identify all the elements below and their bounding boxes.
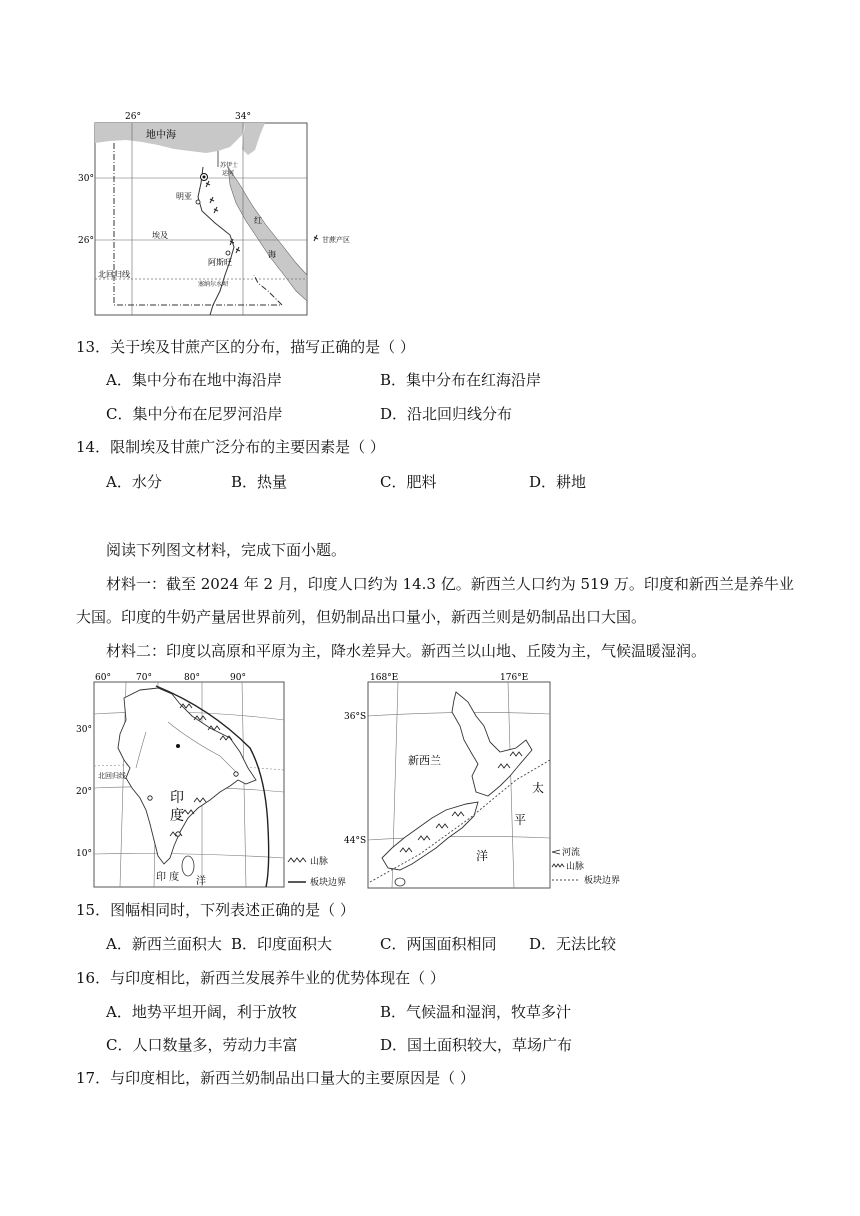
q15-option-a[interactable]: A．新西兰面积大 (106, 935, 222, 953)
country-label: 新西兰 (408, 754, 441, 767)
river-legend-icon (552, 850, 560, 854)
lon-label-168e: 168°E (370, 673, 399, 683)
new-zealand-map (340, 668, 640, 890)
ocean-label-2: 洋 (196, 876, 206, 887)
mountain-legend-icon (552, 864, 564, 867)
q16-stem: 16．与印度相比，新西兰发展养牛业的优势体现在（ ） (76, 969, 445, 987)
lat-label-44s: 44°S (344, 836, 367, 846)
lat-label-30: 30° (76, 725, 92, 735)
ocean-label-3: 洋 (476, 849, 489, 863)
dam-label: 塞纳尔水坝 (198, 281, 229, 288)
lon-label-70: 70° (136, 673, 152, 683)
q15-option-b[interactable]: B．印度面积大 (231, 935, 333, 953)
q16-option-b[interactable]: B．气候温和湿润，牧草多汁 (380, 1003, 572, 1021)
red-sea-label-2: 海 (268, 250, 276, 259)
legend-mountain: 山脉 (566, 862, 585, 872)
city-minya: 明亚 (176, 192, 192, 201)
lat-label-36s: 36°S (344, 712, 367, 722)
q16-option-c[interactable]: C．人口数量多，劳动力丰富 (106, 1036, 298, 1054)
material2: 材料二：印度以高原和平原为主，降水差异大。新西兰以山地、丘陵为主，气候温暖湿润。 (106, 642, 707, 660)
country-label: 埃及 (152, 231, 168, 240)
red-sea-label-1: 红 (254, 216, 262, 225)
egypt-map (70, 105, 370, 325)
lon-label-80: 80° (184, 673, 200, 683)
lat-label-10: 10° (76, 849, 92, 859)
q14-option-a[interactable]: A．水分 (106, 473, 162, 491)
q17-stem: 17．与印度相比，新西兰奶制品出口量大的主要原因是（ ） (76, 1069, 475, 1087)
ocean-label-1: 太 (532, 781, 545, 795)
material1-line2: 大国。印度的牛奶产量居世界前列，但奶制品出口量小，新西兰则是奶制品出口大国。 (76, 608, 647, 626)
tropic-label: 北回归线 (98, 270, 130, 279)
q13-option-d[interactable]: D．沿北回归线分布 (380, 405, 513, 423)
lat-label-20: 20° (76, 787, 92, 797)
q16-option-d[interactable]: D．国土面积较大，草场广布 (380, 1036, 573, 1054)
mountain-legend-icon (288, 858, 306, 862)
q13-option-c[interactable]: C．集中分布在尼罗河沿岸 (106, 405, 283, 423)
q15-stem: 15．图幅相同时，下列表述正确的是（ ） (76, 901, 355, 919)
lon-label-26: 26° (125, 112, 141, 122)
legend-sugarcane: 甘蔗产区 (322, 236, 350, 244)
q14-option-c[interactable]: C．肥料 (380, 473, 437, 491)
q14-stem: 14．限制埃及甘蔗广泛分布的主要因素是（ ） (76, 438, 385, 456)
india-map (70, 668, 347, 890)
sugarcane-legend-icon (314, 235, 318, 241)
legend-river: 河流 (562, 848, 581, 858)
canal-label-2: 运河 (222, 170, 235, 177)
material1-line1: 材料一：截至 2024 年 2 月，印度人口约为 14.3 亿。新西兰人口约为 519 万。印度和新西兰是养牛业 (106, 575, 794, 593)
lon-label-34: 34° (235, 112, 251, 122)
country-label-2: 度 (170, 808, 184, 824)
legend-boundary: 板块边界 (310, 878, 347, 888)
lon-label-60: 60° (95, 673, 111, 683)
lon-label-176e: 176°E (500, 673, 529, 683)
sea-label: 地中海 (146, 130, 176, 141)
q13-option-a[interactable]: A．集中分布在地中海沿岸 (106, 371, 282, 389)
legend-boundary: 板块边界 (584, 876, 621, 886)
reading-intro: 阅读下列图文材料，完成下面小题。 (106, 541, 347, 559)
tropic-label: 北回归线 (98, 772, 126, 780)
q15-option-c[interactable]: C．两国面积相同 (380, 935, 497, 953)
canal-label-1: 苏伊士 (220, 162, 239, 169)
q14-option-d[interactable]: D．耕地 (529, 473, 587, 491)
q13-option-b[interactable]: B．集中分布在红海沿岸 (380, 371, 542, 389)
lat-label-30: 30° (78, 174, 94, 184)
q14-option-b[interactable]: B．热量 (231, 473, 288, 491)
q13-stem: 13．关于埃及甘蔗产区的分布，描写正确的是（ ） (76, 338, 415, 356)
legend-mountain: 山脉 (310, 857, 329, 867)
city-aswan: 阿斯旺 (208, 258, 232, 267)
ocean-label-2: 平 (514, 813, 527, 827)
country-label-1: 印 (170, 790, 184, 806)
q15-option-d[interactable]: D．无法比较 (529, 935, 617, 953)
q16-option-a[interactable]: A．地势平坦开阔，利于放牧 (106, 1003, 297, 1021)
ocean-label-1: 印 度 (156, 872, 180, 883)
lon-label-90: 90° (230, 673, 246, 683)
lat-label-26: 26° (78, 236, 94, 246)
